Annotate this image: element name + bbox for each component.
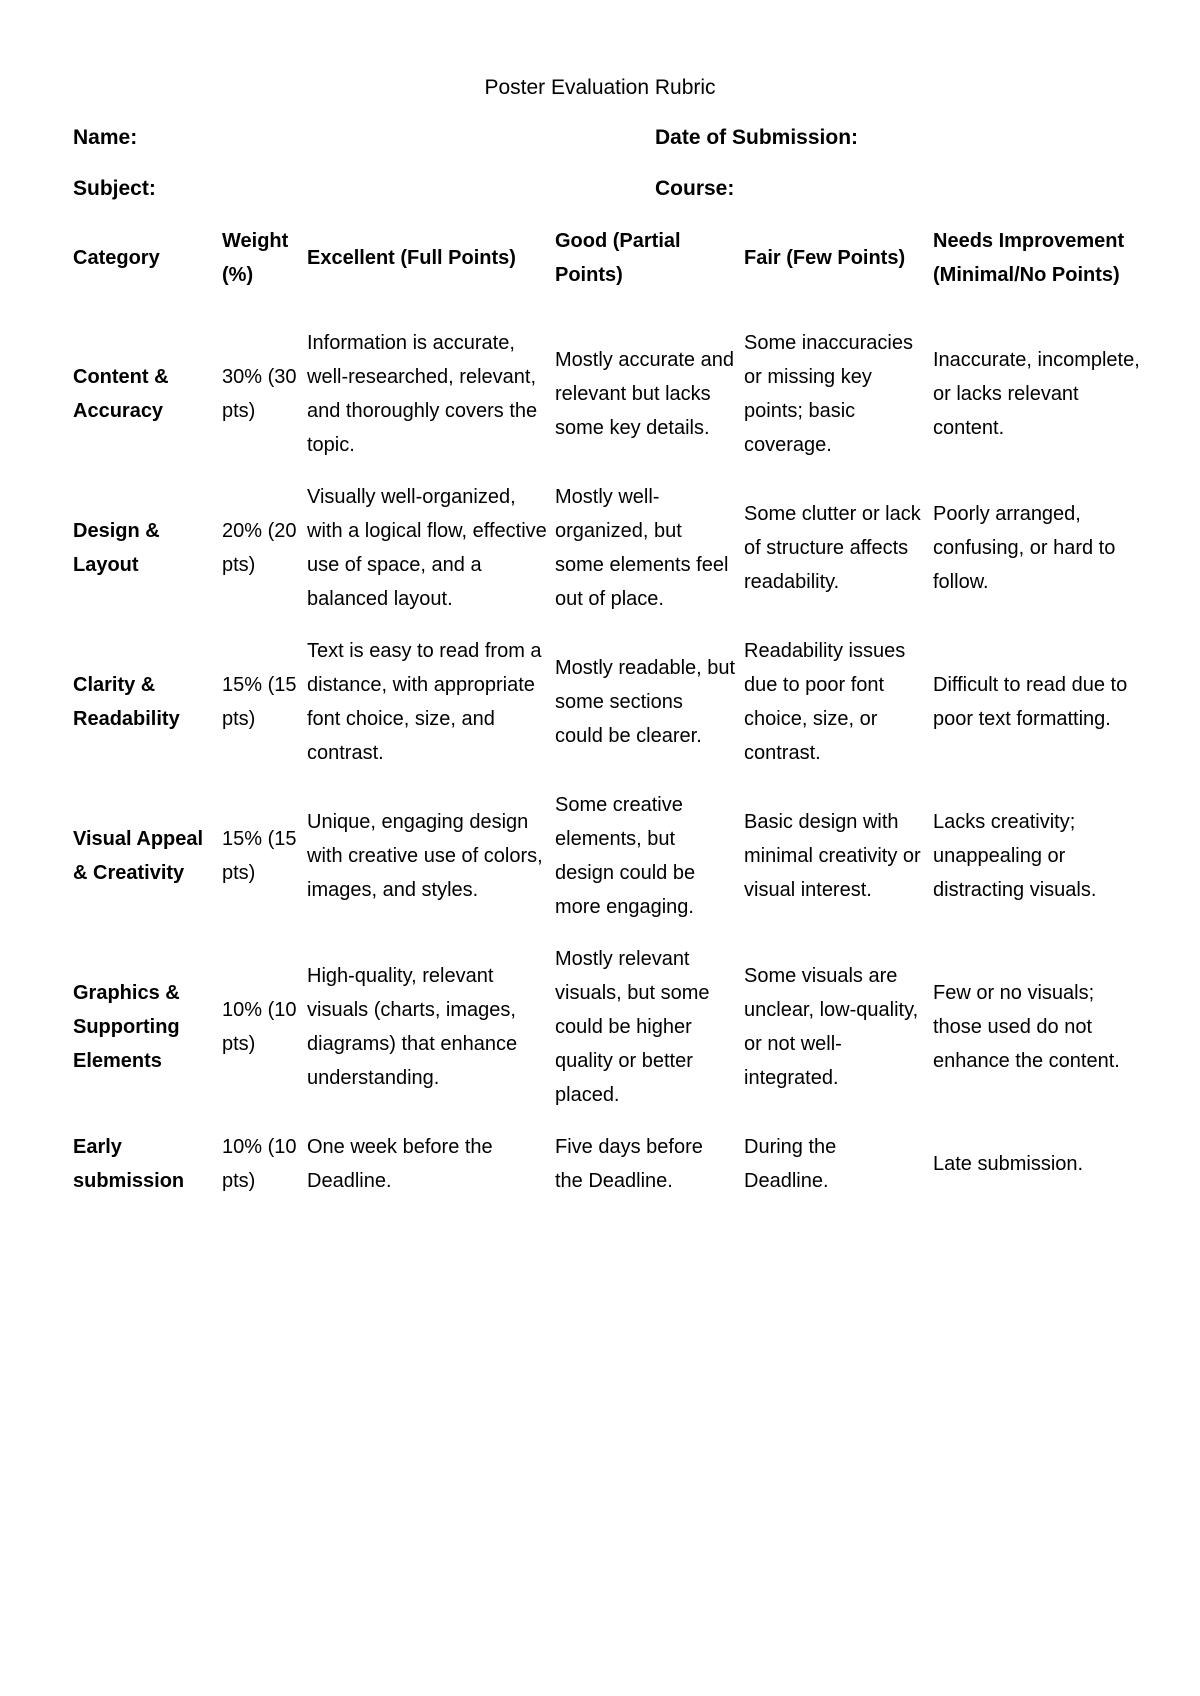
table-row (68, 326, 1143, 480)
table-row (68, 1130, 1143, 1216)
fair-cell: Basic design with minimal creativity or visual interest. (744, 811, 921, 901)
good-cell: Mostly readable, but some sections could be clearer. (555, 657, 736, 747)
fair-cell: Some visuals are unclear, low-quality, or not well-integrated. (744, 965, 919, 1089)
weight-cell: 15% (15 pts) (222, 828, 297, 884)
header-weight: Weight (%) (222, 230, 289, 286)
good-cell: Mostly relevant visuals, but some could be higher quality or better placed. (555, 948, 710, 1106)
header-category: Category (73, 247, 160, 269)
excellent-cell: One week before the Deadline. (307, 1136, 493, 1192)
excellent-cell: Visually well-organized, with a logical flow, effective use of space, and a balanced layout. (307, 486, 547, 610)
weight-cell: 20% (20 pts) (222, 520, 297, 576)
good-cell: Mostly accurate and relevant but lacks some key details. (555, 349, 734, 439)
needs-improvement-cell: Lacks creativity; unappealing or distracting visuals. (933, 811, 1097, 901)
table-row (68, 788, 1143, 942)
good-cell: Some creative elements, but design could be more engaging. (555, 794, 696, 918)
category-cell: Early submission (73, 1136, 185, 1192)
needs-improvement-cell: Few or no visuals; those used do not enhance the content. (933, 982, 1120, 1072)
category-cell: Content & Accuracy (73, 366, 169, 422)
date-of-submission-label: Date of Submission: (655, 126, 859, 149)
needs-improvement-cell: Poorly arranged, confusing, or hard to follow. (933, 503, 1116, 593)
fair-cell: Readability issues due to poor font choice, size, or contrast. (744, 640, 906, 764)
table-header-row (68, 224, 1143, 326)
header-excellent: Excellent (Full Points) (307, 247, 516, 269)
header-fair: Fair (Few Points) (744, 247, 906, 269)
header-needs-improvement: Needs Improvement (Minimal/No Points) (933, 230, 1125, 286)
fair-cell: Some inaccuracies or missing key points; basic coverage. (744, 332, 913, 456)
needs-improvement-cell: Difficult to read due to poor text formatting. (933, 674, 1128, 730)
category-cell: Visual Appeal & Creativity (73, 828, 204, 884)
weight-cell: 30% (30 pts) (222, 366, 297, 422)
category-cell: Design & Layout (73, 520, 160, 576)
rubric-table (68, 224, 1143, 1216)
header-good: Good (Partial Points) (555, 230, 681, 286)
page-title: Poster Evaluation Rubric (484, 76, 716, 99)
excellent-cell: High-quality, relevant visuals (charts, images, diagrams) that enhance understanding. (307, 965, 518, 1089)
weight-cell: 10% (10 pts) (222, 999, 297, 1055)
table-row (68, 634, 1143, 788)
category-cell: Clarity & Readability (73, 674, 180, 730)
weight-cell: 10% (10 pts) (222, 1136, 297, 1192)
excellent-cell: Unique, engaging design with creative use of colors, images, and styles. (307, 811, 543, 901)
needs-improvement-cell: Late submission. (933, 1153, 1084, 1175)
table-row (68, 480, 1143, 634)
good-cell: Mostly well-organized, but some elements feel out of place. (555, 486, 729, 610)
category-cell: Graphics & Supporting Elements (73, 982, 180, 1072)
subject-label: Subject: (73, 177, 156, 200)
table-row (68, 942, 1143, 1130)
excellent-cell: Text is easy to read from a distance, with appropriate font choice, size, and contrast. (307, 640, 542, 764)
name-label: Name: (73, 126, 138, 149)
weight-cell: 15% (15 pts) (222, 674, 297, 730)
needs-improvement-cell: Inaccurate, incomplete, or lacks relevant content. (933, 349, 1140, 439)
fair-cell: During the Deadline. (744, 1136, 837, 1192)
excellent-cell: Information is accurate, well-researched, relevant, and thoroughly covers the topic. (307, 332, 538, 456)
good-cell: Five days before the Deadline. (555, 1136, 703, 1192)
fair-cell: Some clutter or lack of structure affects readability. (744, 503, 921, 593)
course-label: Course: (655, 177, 735, 200)
